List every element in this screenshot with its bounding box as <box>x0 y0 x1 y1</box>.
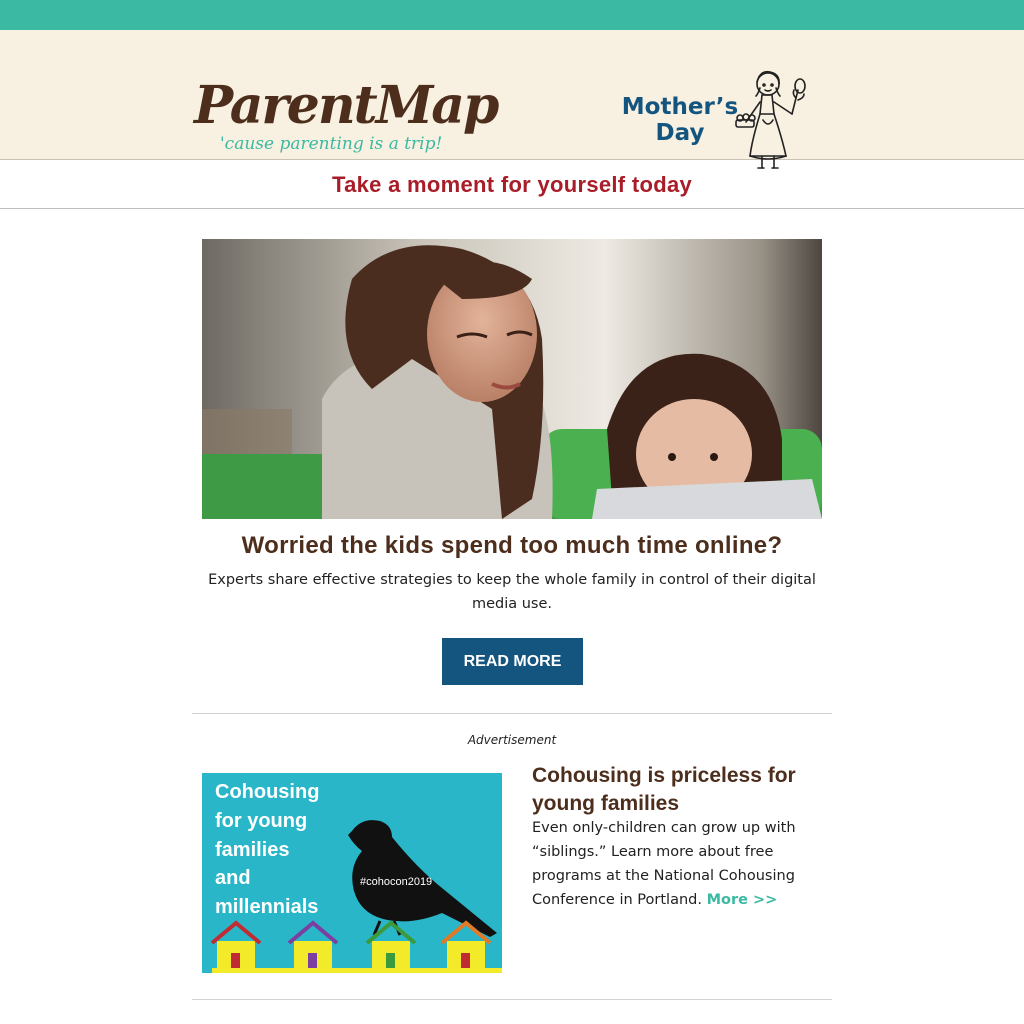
ad-more-link[interactable]: More >> <box>706 892 778 908</box>
logo-wordmark: ParentMap <box>194 75 498 136</box>
parentmap-logo[interactable] <box>194 75 498 154</box>
ad-image-line-2: for young <box>215 810 308 832</box>
top-accent-bar <box>0 0 1024 30</box>
advertisement-label: Advertisement <box>467 733 557 747</box>
email-header <box>0 30 1024 160</box>
logo-tagline: 'cause parenting is a trip! <box>220 134 443 154</box>
badge-line-1: Mother’s <box>621 94 739 120</box>
ad-image-hashtag: #cohocon2019 <box>360 876 433 888</box>
ad-title[interactable]: Cohousing is priceless for young families <box>532 764 796 815</box>
ad-description-text: Even only-children can grow up with “siblings.” Learn more about free programs at the National Cohousing Conference in Portland. <box>532 820 796 908</box>
tagline-bar <box>0 160 1024 209</box>
ad-image-line-1: Cohousing <box>215 781 320 803</box>
mother-and-child-photo <box>202 239 822 519</box>
section-divider <box>192 713 832 714</box>
tagline-text: Take a moment for yourself today <box>331 172 693 197</box>
ad-image-line-4: and <box>215 867 251 889</box>
cohousing-banner <box>202 773 502 973</box>
section-divider-bottom <box>192 999 832 1000</box>
ad-image-line-3: families <box>215 839 290 861</box>
cohousing-ad-image[interactable] <box>202 773 502 973</box>
feature-title[interactable]: Worried the kids spend too much time online? <box>241 532 783 559</box>
ad-description <box>532 816 824 912</box>
mothers-day-badge <box>621 94 739 146</box>
hero-image[interactable] <box>202 239 822 519</box>
feature-description: Experts share effective strategies to keep the whole family in control of their digital media use. <box>208 572 816 612</box>
mother-illustration-icon <box>730 68 810 182</box>
badge-line-2: Day <box>655 120 705 146</box>
ad-image-line-5: millennials <box>215 896 319 918</box>
read-more-button[interactable]: READ MORE <box>442 638 583 685</box>
